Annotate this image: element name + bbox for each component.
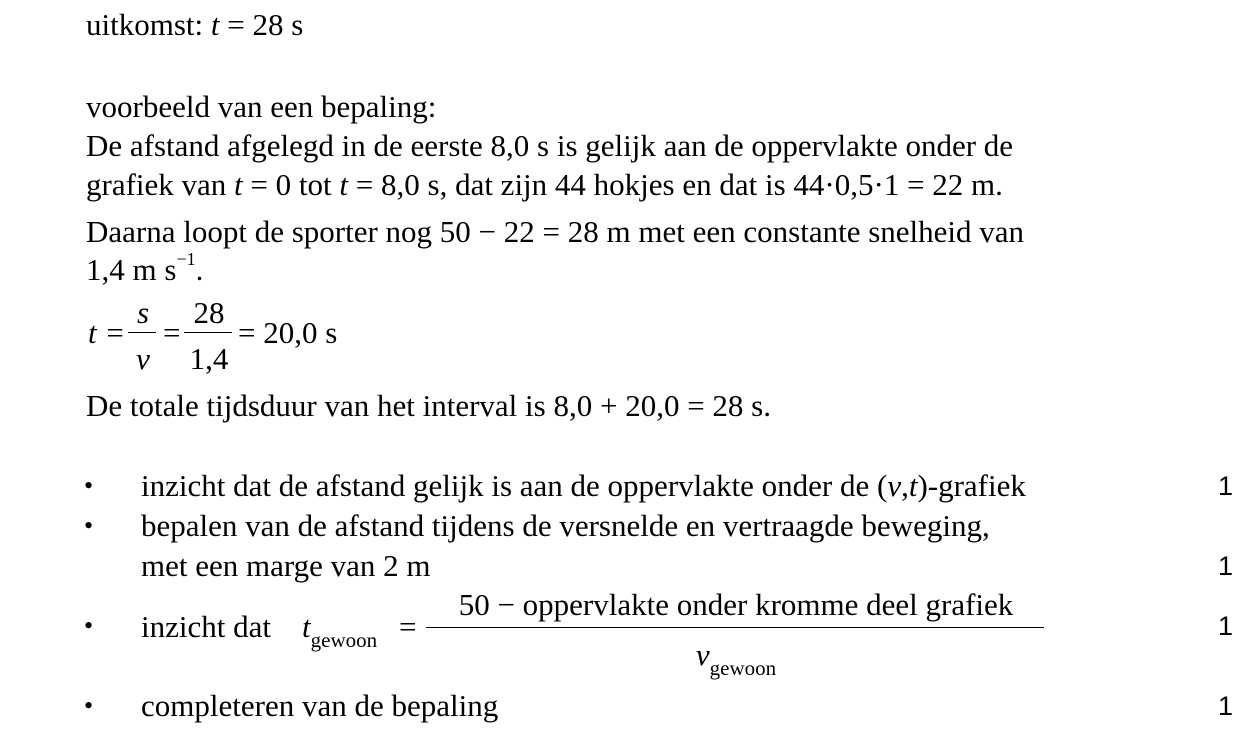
bullet-icon: •: [84, 511, 94, 540]
criterion-equals: =: [399, 609, 417, 644]
bullet-icon: •: [84, 471, 94, 500]
formula-denominator-1-4: 1,4: [189, 341, 229, 376]
formula-denominator: $v_{gewoon}$: [695, 637, 777, 680]
formula-denominator-v: v: [136, 341, 150, 376]
example-line-4: 1,4 m $s^{-1}$.: [86, 249, 204, 287]
fraction-bar: [184, 332, 232, 333]
formula-equals: =: [163, 315, 181, 350]
example-heading: voorbeeld van een bepaling:: [86, 89, 437, 124]
criterion-points: 1: [1218, 691, 1234, 721]
bullet-icon: •: [84, 691, 94, 720]
fraction-bar: [426, 627, 1044, 628]
fraction-bar: [128, 332, 156, 333]
criterion-text: completeren van de bepaling: [141, 688, 499, 723]
example-line-5: De totale tijdsduur van het interval is 8,0 + 20,0 = 28 s.: [86, 388, 771, 423]
area-calculation: 44·0,5·1 = 22 m.: [793, 167, 1003, 202]
outcome-line: [86, 9, 303, 40]
t-gewoon-symbol: $t_{gewoon}$: [302, 609, 378, 652]
example-line-2: grafiek van t = 0 tot t = 8,0 s, dat zijn 44 hokjes en dat is 44·0,5·1 = 22 m.: [86, 167, 1003, 202]
bullet-icon: •: [84, 611, 94, 640]
criterion-text-line-1: bepalen van de afstand tijdens de versnelde en vertraagde beweging,: [141, 508, 990, 543]
criterion-points: 1: [1218, 611, 1234, 641]
unit-exponent: −1: [176, 249, 196, 269]
outcome-prefix: uitkomst:: [86, 7, 211, 42]
outcome-variable: t: [210, 7, 220, 42]
formula-numerator: 50 − oppervlakte onder kromme deel grafiek: [458, 587, 1014, 622]
formula-numerator-s: s: [136, 295, 150, 330]
formula-lhs: t =: [88, 315, 126, 350]
example-line-1: De afstand afgelegd in de eerste 8,0 s is gelijk aan de oppervlakte onder de: [86, 128, 1014, 163]
formula-result: = 20,0 s: [238, 315, 338, 350]
formula-numerator-28: 28: [193, 295, 225, 330]
criterion-text-line-2: met een marge van 2 m: [141, 548, 431, 583]
criterion-points: 1: [1218, 551, 1234, 581]
example-line-3: Daarna loopt de sporter nog 50 − 22 = 28 m met een constante snelheid van: [86, 214, 1025, 249]
criterion-points: 1: [1218, 471, 1234, 501]
criterion-text: inzicht dat: [141, 609, 271, 644]
criterion-text: inzicht dat de afstand gelijk is aan de oppervlakte onder de (v,t)-grafiek: [141, 468, 1026, 503]
outcome-value: = 28 s: [219, 7, 304, 42]
